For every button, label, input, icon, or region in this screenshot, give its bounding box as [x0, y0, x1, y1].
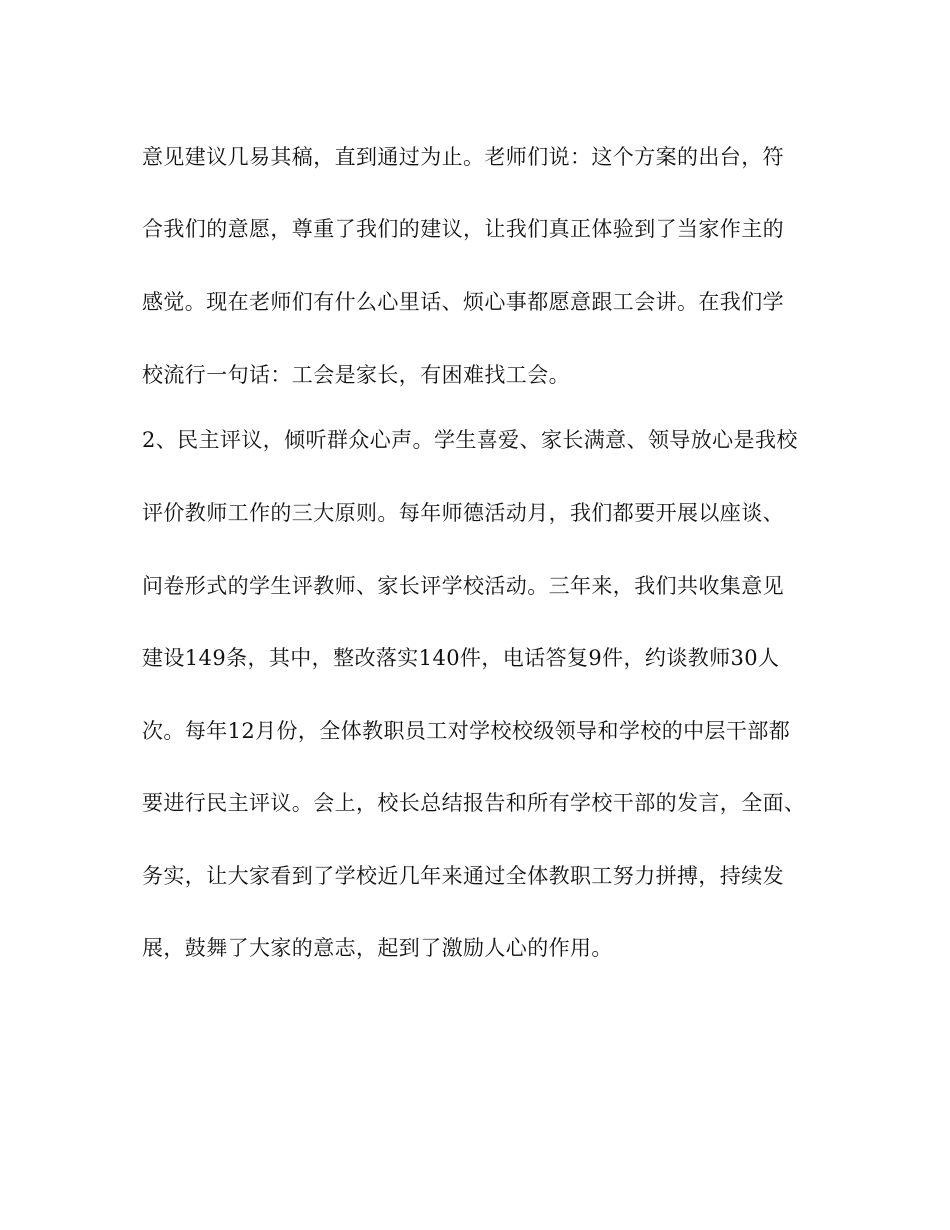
text-line: 要进行民主评议。会上，校长总结报告和所有学校干部的发言，全面、: [142, 791, 806, 815]
text-line: 次。每年12月份，全体教职员工对学校校级领导和学校的中层干部都: [142, 719, 791, 743]
text-line: 评价教师工作的三大原则。每年师德活动月，我们都要开展以座谈、: [142, 501, 784, 525]
text-line: 务实，让大家看到了学校近几年来通过全体教职工努力拼搏，持续发: [142, 864, 784, 888]
text-line: 感觉。现在老师们有什么心里话、烦心事都愿意跟工会讲。在我们学: [142, 290, 784, 314]
text-line: 2、民主评议，倾听群众心声。学生喜爱、家长满意、领导放心是我校: [142, 428, 798, 452]
text-line: 合我们的意愿，尊重了我们的建议，让我们真正体验到了当家作主的: [142, 217, 784, 241]
text-line: 校流行一句话：工会是家长，有困难找工会。: [142, 363, 570, 387]
text-line: 展，鼓舞了大家的意志，起到了激励人心的作用。: [142, 936, 613, 960]
text-line: 问卷形式的学生评教师、家长评学校活动。三年来，我们共收集意见: [142, 574, 784, 598]
text-line: 意见建议几易其稿，直到通过为止。老师们说：这个方案的出台，符: [142, 145, 784, 169]
text-line: 建设149条，其中，整改落实140件，电话答复9件，约谈教师30人: [142, 646, 780, 670]
